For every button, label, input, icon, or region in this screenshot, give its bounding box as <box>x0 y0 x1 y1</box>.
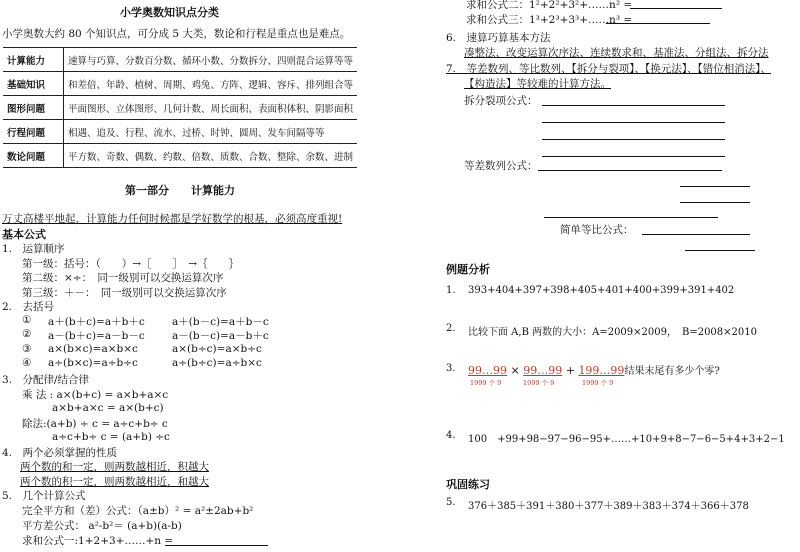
motto: 万丈高楼平地起，计算能力任何时候都是学好数学的根基，必须高度重视! <box>2 213 343 225</box>
section-3-title: 3. 分配律/结合律 <box>2 374 90 386</box>
section-1-title: 1. 运算顺序 <box>2 243 65 255</box>
nines-block: 99…99 <box>523 364 563 377</box>
split-blank <box>542 122 725 123</box>
table-row <box>3 144 357 168</box>
geo-blank <box>642 234 750 235</box>
arith-blank <box>680 202 750 203</box>
split-formula-label: 拆分裂项公式： <box>464 95 538 107</box>
table-row <box>3 72 357 96</box>
section-7-title: 7. 等差数列、等比数列、【拆分与裂项】、【换元法】、【错位相消法】、 <box>446 63 772 75</box>
practice-5-num: 5. <box>446 497 456 508</box>
arith-blank <box>544 217 718 218</box>
category-head: 图形问题 <box>3 96 64 120</box>
category-content: 平方数、奇数、偶数、约数、倍数、质数、合数、整除、余数、进制 <box>64 144 358 168</box>
nines-count-label: 1999 个 9 <box>582 379 614 387</box>
rule-left: a＋(b＋c)=a＋b＋c <box>48 316 145 328</box>
split-blank <box>542 139 725 140</box>
s7-line2: 【构造法】等较难的计算方法。 <box>464 78 611 90</box>
sum-formula-2: 求和公式二：1²+2²+3²+……n² = <box>466 0 633 11</box>
category-head: 数论问题 <box>3 144 64 168</box>
rule-left: a÷(b×c)=a÷b÷c <box>48 357 138 369</box>
section-2-title: 2. 去括号 <box>2 301 55 313</box>
category-content: 相遇、追及、行程、流水、过桥、时钟、圆周、发车间隔等等 <box>64 120 358 144</box>
sum3-answer-blank <box>606 23 710 24</box>
s1-line: 第三级：＋－： 同一级别可以交换运算次序 <box>22 287 227 299</box>
category-content: 平面图形、立体图形、几何计数、周长面积、表面积体积、阴影面积 <box>64 96 358 120</box>
category-content: 速算与巧算、分数百分数、循环小数、分数拆分、四则混合运算等等 <box>64 48 358 72</box>
times-sign: × <box>510 364 520 377</box>
s6-line: 凑整法、改变运算次序法、连续数求和、基准法、分组法、拆分法 <box>464 47 769 59</box>
geo-formula-label: 简单等比公式： <box>560 224 634 236</box>
example-3-expression <box>468 362 720 377</box>
table-row <box>3 48 357 72</box>
rule-right: a－(b－c)=a－b＋c <box>172 330 269 342</box>
geo-blank <box>685 250 755 251</box>
practice-heading: 巩固练习 <box>446 478 490 491</box>
s3-line: 除法:(a+b) ÷ c = a÷c+b÷ c <box>22 418 168 430</box>
arith-formula-label: 等差数列公式： <box>464 160 538 172</box>
s5-line: 完全平方和（差）公式：（a±b）² = a²±2ab+b² <box>22 505 254 517</box>
category-content: 和差倍、年龄、植树、周期、鸡兔、方阵、逻辑、容斥、排列组合等 <box>64 72 358 96</box>
examples-heading: 例题分析 <box>446 263 490 276</box>
section-5-title: 5. 几个计算公式 <box>2 490 86 502</box>
category-head: 基础知识 <box>3 72 64 96</box>
example-1-num: 1. <box>446 285 456 296</box>
example-1-text: 393+404+397+398+405+401+400+399+391+402 <box>468 285 735 296</box>
nines-count-label: 1999 个 9 <box>523 379 555 387</box>
section-6-title: 6. 速算巧算基本方法 <box>446 32 551 44</box>
rule-number: ③ <box>22 343 32 355</box>
rule-right: a×(b÷c)=a×b÷c <box>172 343 262 355</box>
table-row <box>3 120 357 144</box>
nines-block: 199…99 <box>578 364 625 377</box>
rule-right: a＋(b－c)=a＋b－c <box>172 316 269 328</box>
example-3-num: 3. <box>446 363 456 374</box>
example-4-num: 4. <box>446 430 456 441</box>
category-head: 行程问题 <box>3 120 64 144</box>
rule-number: ② <box>22 328 32 340</box>
example-4-text: 100 +99+98−97−96−95+……+10+9+8−7−6−5+4+3+2−1 <box>468 434 785 445</box>
example-2-num: 2. <box>446 323 456 334</box>
split-blank <box>542 105 725 106</box>
plus-sign: + <box>565 364 575 377</box>
left-column <box>0 0 370 552</box>
rule-right: a÷(b÷c)=a÷b×c <box>172 357 262 369</box>
split-blank <box>542 156 725 157</box>
s3-line: 乘 法 : a×(b+c) = a×b+a×c <box>22 389 169 401</box>
basic-formula-heading: 基本公式 <box>2 228 46 241</box>
s1-line: 第二级：×÷： 同一级别可以交换运算次序 <box>22 272 224 284</box>
table-row <box>3 96 357 120</box>
s4-line: 两个数的和一定，则两数越相近，积越大 <box>20 461 209 473</box>
sum2-answer-blank <box>630 8 722 9</box>
rule-left: a－(b＋c)=a－b－c <box>48 330 145 342</box>
right-column <box>430 0 800 552</box>
part-title: 第一部分 计算能力 <box>125 184 235 197</box>
sum-formula-3: 求和公式三：1³+2³+3³+……n³ = <box>466 14 633 26</box>
arith-blank <box>538 170 722 171</box>
arith-blank <box>680 186 750 187</box>
rule-number: ④ <box>22 357 32 369</box>
section-4-title: 4. 两个必须掌握的性质 <box>2 447 118 459</box>
s3-line: a×b+a×c = a×(b+c) <box>52 402 164 414</box>
s3-line: a÷c+b÷ c = (a+b) ÷c <box>52 431 170 443</box>
sum1-answer-blank <box>165 545 268 546</box>
s5-line: 求和公式一:1+2+3+……+n = <box>22 535 174 547</box>
practice-5-text: 376＋385＋391＋380＋377＋389＋383＋374＋366＋378 <box>468 501 749 512</box>
intro-text: 小学奥数大约 80 个知识点，可分成 5 大类，数论和行程是重点也是难点。 <box>2 28 351 40</box>
example-3-question: 结果末尾有多少个零? <box>624 366 720 377</box>
s1-line: 第一级：括号：（ ）→［ ］ →｛ ｝ <box>22 258 240 270</box>
category-head: 计算能力 <box>3 48 64 72</box>
s5-line: 平方差公式： a²-b²＝ (a+b)(a-b) <box>22 520 182 532</box>
rule-number: ① <box>22 314 32 326</box>
s4-line: 两个数的积一定，则两数越相近，和越大 <box>20 476 209 488</box>
knowledge-table <box>3 47 357 168</box>
nines-block: 99…99 <box>468 364 507 377</box>
nines-count-label: 1999 个 9 <box>470 379 502 387</box>
rule-left: a×(b×c)=a×b×c <box>48 343 138 355</box>
doc-title: 小学奥数知识点分类 <box>120 6 219 19</box>
example-2-text: 比较下面 A,B 两数的大小：A=2009×2009， B=2008×2010 <box>468 327 757 338</box>
